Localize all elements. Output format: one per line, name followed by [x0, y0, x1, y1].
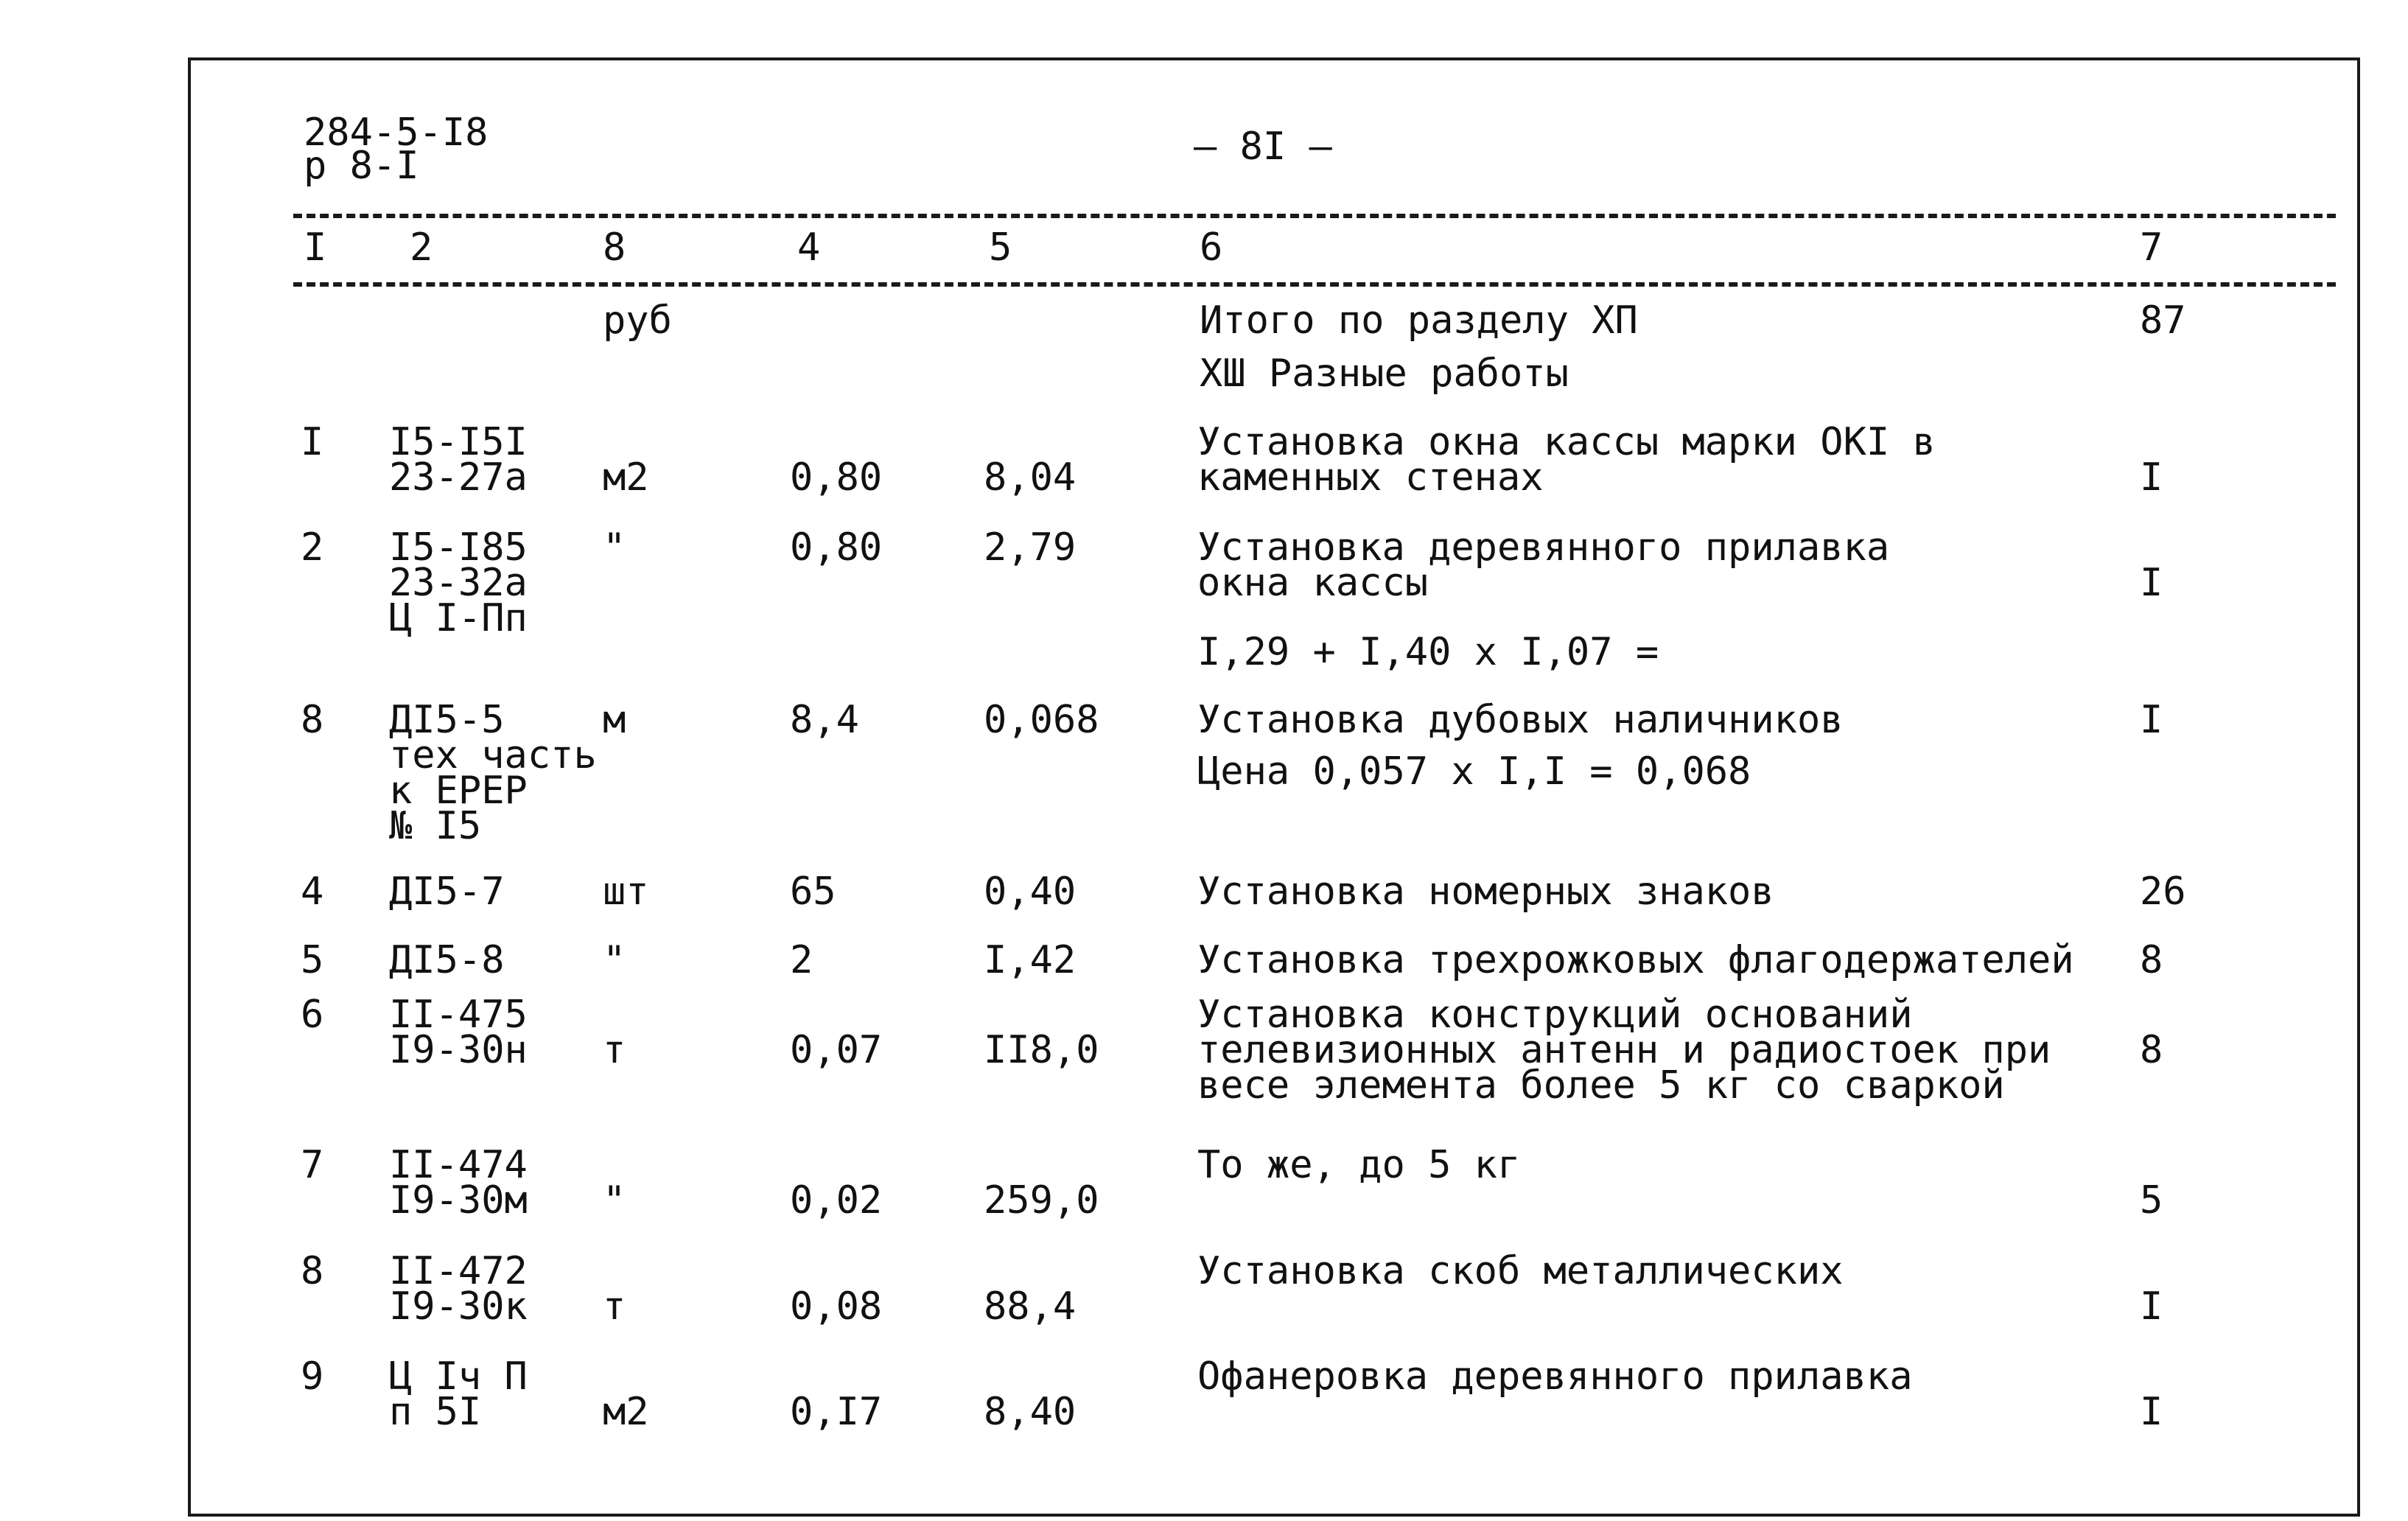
- row-price: 88,4: [984, 1284, 1077, 1329]
- row-number: 6: [301, 993, 324, 1037]
- row-price: 2,79: [984, 525, 1077, 570]
- row-unit: ": [603, 938, 626, 982]
- row-price: II8,0: [984, 1028, 1099, 1072]
- row-code: ДI5-5: [389, 698, 505, 742]
- row-quantity: 2: [790, 938, 813, 982]
- doc-section: р 8-I: [304, 144, 419, 188]
- row-unit: ": [603, 1178, 626, 1223]
- row-description: Установка дубовых наличников: [1197, 698, 1844, 742]
- summary-value: 87: [2140, 298, 2186, 343]
- row-total: I: [2140, 455, 2163, 500]
- summary-label: Итого по разделу XП: [1200, 298, 1638, 343]
- row-description: Установка номерных знаков: [1197, 870, 1774, 914]
- row-quantity: 0,80: [790, 455, 883, 500]
- row-description: Офанеровка деревянного прилавка: [1197, 1354, 1913, 1399]
- column-number-2: 2: [410, 225, 433, 270]
- column-number-3: 8: [603, 225, 626, 270]
- row-code: I5-I85: [389, 525, 528, 570]
- row-code: 23-27а: [389, 455, 528, 500]
- row-number: 7: [301, 1143, 324, 1187]
- summary-unit: руб: [603, 298, 672, 343]
- row-number: I: [301, 420, 324, 464]
- column-number-6: 6: [1200, 225, 1223, 270]
- doc-code: 284-5-I8: [304, 111, 489, 155]
- row-description: Установка деревянного прилавка: [1197, 525, 1890, 570]
- row-total: I: [2140, 561, 2163, 605]
- row-quantity: 0,I7: [790, 1390, 883, 1434]
- column-number-1: I: [304, 225, 327, 270]
- row-price: 0,40: [984, 870, 1077, 914]
- row-quantity: 65: [790, 870, 836, 914]
- row-code: тех часть: [389, 733, 597, 777]
- row-total: 8: [2140, 1028, 2163, 1072]
- row-price: 259,0: [984, 1178, 1099, 1223]
- header-divider-top: [293, 214, 2336, 218]
- row-code: ДI5-7: [389, 870, 505, 914]
- row-number: 8: [301, 1249, 324, 1293]
- row-unit: м2: [603, 1390, 649, 1434]
- row-total: 8: [2140, 938, 2163, 982]
- row-description: Установка трехрожковых флагодержателей: [1197, 938, 2074, 982]
- page-number: — 8I —: [1194, 125, 1332, 169]
- row-total: 26: [2140, 870, 2186, 914]
- row-unit: ": [603, 525, 626, 570]
- header-divider-bottom: [293, 282, 2336, 287]
- row-unit: м2: [603, 455, 649, 500]
- row-code: I9-30м: [389, 1178, 528, 1223]
- row-quantity: 0,07: [790, 1028, 883, 1072]
- row-unit: т: [603, 1028, 626, 1072]
- row-code: ДI5-8: [389, 938, 505, 982]
- row-code: Ц Iч П: [389, 1354, 528, 1399]
- row-code: I9-30н: [389, 1028, 528, 1072]
- row-price: 8,04: [984, 455, 1077, 500]
- row-number: 8: [301, 698, 324, 742]
- row-description: Установка скоб металлических: [1197, 1249, 1844, 1293]
- row-description: Установка окна кассы марки ОКI в: [1197, 420, 1936, 464]
- row-code: I9-30к: [389, 1284, 528, 1329]
- row-description: телевизионных антенн и радиостоек при: [1197, 1028, 2051, 1072]
- row-code: к ЕРЕР: [389, 769, 528, 813]
- column-number-4: 4: [797, 225, 821, 270]
- section-title: XШ Разные работы: [1200, 352, 1569, 396]
- row-description: То же, до 5 кг: [1197, 1143, 1521, 1187]
- row-total: I: [2140, 1284, 2163, 1329]
- row-code: Ц I-Пп: [389, 596, 528, 640]
- row-price: 8,40: [984, 1390, 1077, 1434]
- row-code: 23-32а: [389, 561, 528, 605]
- row-price: 0,068: [984, 698, 1099, 742]
- column-number-7: 7: [2140, 225, 2163, 270]
- row-description: каменных стенах: [1197, 455, 1544, 500]
- row-code: п 5I: [389, 1390, 482, 1434]
- column-number-5: 5: [989, 225, 1012, 270]
- row-quantity: 0,80: [790, 525, 883, 570]
- row-total: 5: [2140, 1178, 2163, 1223]
- row-code: II-475: [389, 993, 528, 1037]
- row-price: I,42: [984, 938, 1077, 982]
- row-description: Установка конструкций оснований: [1197, 993, 1913, 1037]
- row-code: II-474: [389, 1143, 528, 1187]
- row-code: № I5: [389, 804, 482, 848]
- row-quantity: 8,4: [790, 698, 859, 742]
- row-code: I5-I5I: [389, 420, 528, 464]
- row-calculation: I,29 + I,40 х I,07 =: [1197, 630, 1659, 674]
- row-unit: шт: [603, 870, 649, 914]
- row-number: 4: [301, 870, 324, 914]
- row-description: весе элемента более 5 кг со сваркой: [1197, 1063, 2005, 1108]
- row-unit: м: [603, 698, 626, 742]
- row-unit: т: [603, 1284, 626, 1329]
- row-quantity: 0,02: [790, 1178, 883, 1223]
- row-total: I: [2140, 1390, 2163, 1434]
- row-calculation: Цена 0,057 х I,I = 0,068: [1197, 749, 1751, 794]
- row-number: 2: [301, 525, 324, 570]
- row-code: II-472: [389, 1249, 528, 1293]
- row-total: I: [2140, 698, 2163, 742]
- row-number: 5: [301, 938, 324, 982]
- row-number: 9: [301, 1354, 324, 1399]
- row-description: окна кассы: [1197, 561, 1429, 605]
- row-quantity: 0,08: [790, 1284, 883, 1329]
